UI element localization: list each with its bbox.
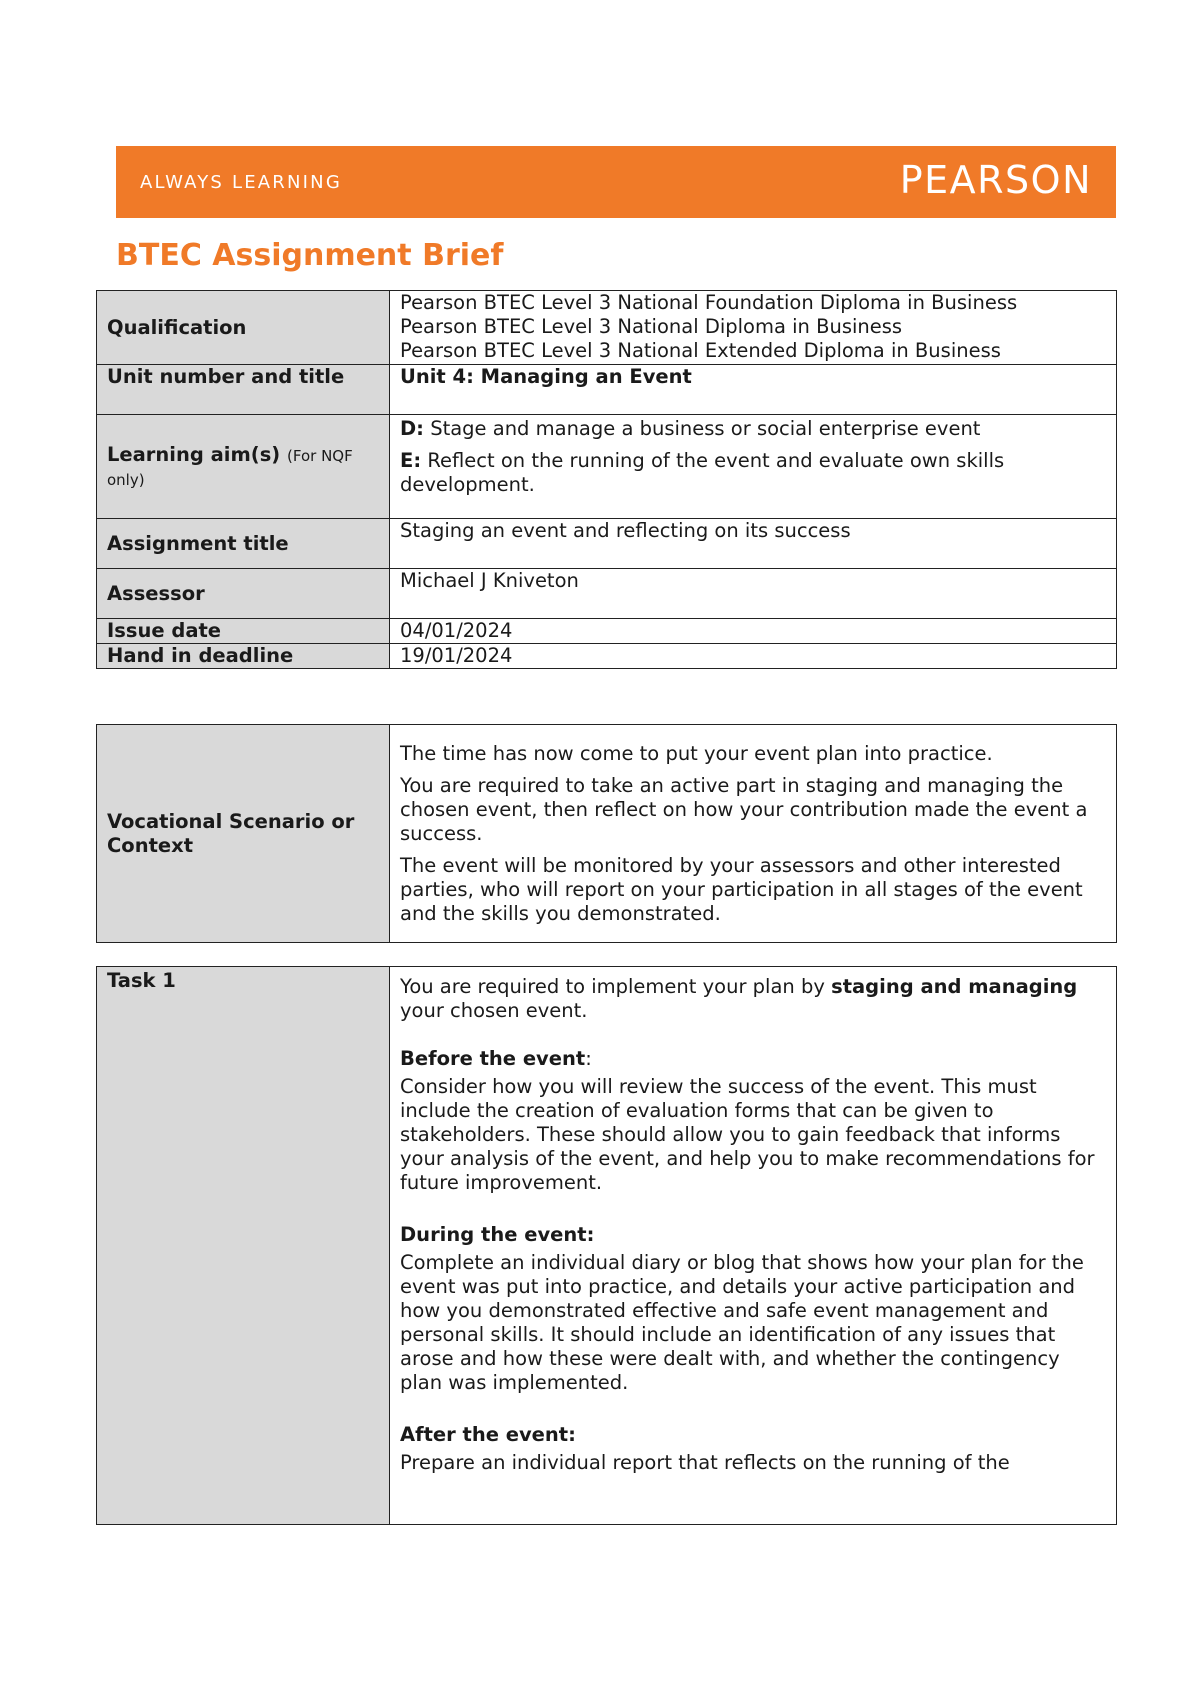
scenario-label: Vocational Scenario or Context [97,725,390,943]
before-text: Consider how you will review the success of the event. This must include the creation of evaluation forms that can be given to stakeholders. These should allow you to gain feedback that informs your analysis of the event, and help you to make recommendations for future improvement. [400,1075,1095,1194]
before-heading [400,1047,1106,1071]
before-heading-text: Before the event [400,1047,586,1070]
aim-e [400,449,1106,497]
task1-intro-pre: You are required to implement your plan by [400,975,832,998]
qualification-value [390,291,1117,365]
qualification-label: Qualification [97,291,390,365]
aim-e-key: E: [400,449,422,472]
assignment-title-row [97,519,1117,569]
pearson-logo: PEARSON [899,158,1092,202]
deadline-label: Hand in deadline [97,644,390,669]
scenario-paragraph: The event will be monitored by your assessors and other interested parties, who will report on your participation in all stages of the event and the skills you demonstrated. [400,853,1083,925]
pearson-banner [116,146,1116,218]
assessor-label: Assessor [97,569,390,619]
scenario-row [97,725,1117,943]
banner-tagline: ALWAYS LEARNING [140,172,342,193]
qualification-line: Pearson BTEC Level 3 National Diploma in Business [400,315,903,338]
scenario-paragraph: The time has now come to put your event plan into practice. [400,741,993,765]
after-heading: After the event: [400,1423,576,1446]
assignment-title-value: Staging an event and reflecting on its success [390,519,1117,569]
issue-date-value: 04/01/2024 [390,619,1117,644]
task1-text [390,967,1117,1525]
task1-intro-bold: staging and managing [831,975,1078,998]
qualification-row [97,291,1117,365]
during-heading: During the event: [400,1223,595,1246]
aim-d-text: Stage and manage a business or social enterprise event [424,417,981,440]
learning-aims-value [390,415,1117,519]
aim-d [400,417,1106,441]
task1-table [96,966,1117,1525]
learning-aims-note: (For NQF only) [107,446,353,489]
assignment-info-table [96,290,1117,669]
unit-label: Unit number and title [97,365,390,415]
document-title: BTEC Assignment Brief [116,238,504,273]
task1-intro [400,975,1106,1023]
aim-e-text: Reflect on the running of the event and evaluate own skills development. [400,449,1005,496]
deadline-value: 19/01/2024 [390,644,1117,669]
qualification-line: Pearson BTEC Level 3 National Extended Diploma in Business [400,339,1001,362]
assessor-value: Michael J Kniveton [390,569,1117,619]
deadline-row [97,644,1117,669]
during-text: Complete an individual diary or blog that shows how your plan for the event was put into practice, and details your active participation and how you demonstrated effective and safe event management and personal skills. It should include an identification of any issues that arose and how these were dealt with, and whether the contingency plan was implemented. [400,1251,1084,1394]
task1-row [97,967,1117,1525]
scenario-paragraph: You are required to take an active part in staging and managing the chosen event, then reflect on how your contribution made the event a success. [400,773,1088,845]
unit-row [97,365,1117,415]
task1-intro-post: your chosen event. [400,999,588,1022]
issue-date-label: Issue date [97,619,390,644]
task1-label: Task 1 [97,967,390,1525]
learning-aims-row [97,415,1117,519]
qualification-line: Pearson BTEC Level 3 National Foundation Diploma in Business [400,291,1018,314]
learning-aims-label-cell [97,415,390,519]
assignment-title-label: Assignment title [97,519,390,569]
learning-aims-label: Learning aim(s) [107,442,281,466]
assessor-row [97,569,1117,619]
after-text: Prepare an individual report that reflects on the running of the [400,1451,1010,1474]
unit-value: Unit 4: Managing an Event [390,365,1117,415]
issue-date-row [97,619,1117,644]
aim-d-key: D: [400,417,424,440]
scenario-text [390,725,1117,943]
before-heading-colon: : [585,1047,592,1070]
scenario-table [96,724,1117,943]
